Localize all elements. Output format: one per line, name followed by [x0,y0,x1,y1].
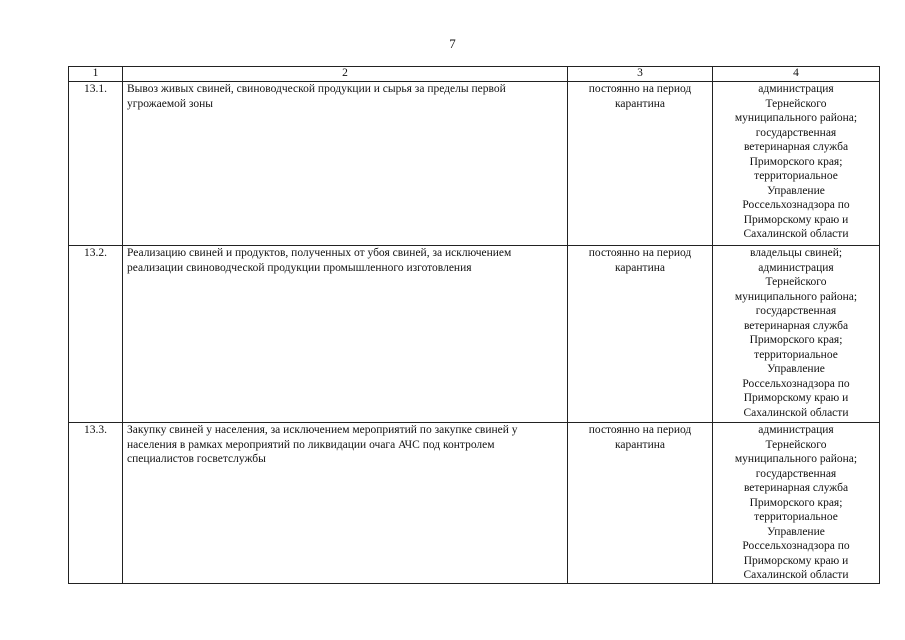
row-number: 13.3. [69,423,123,584]
table-row [69,423,880,584]
responsible-line: Управление [767,363,825,375]
responsible-line: территориальное [754,511,838,523]
responsible-line: Приморского края; [749,334,843,346]
responsible-line: ветеринарная служба [743,141,849,153]
row-term: постоянно на период карантина [568,246,713,423]
responsible-line: ветеринарная служба [743,319,849,332]
responsible-line: Россельхознадзора по [742,377,850,390]
responsible-line: Россельхознадзора по [742,199,850,211]
table-row [69,82,880,246]
responsible-line: Приморскому краю и [743,392,849,404]
responsible-line: государственная [755,126,837,139]
row-responsible [713,246,880,423]
header-cell-4: 4 [713,67,880,82]
responsible-line: администрация [758,83,834,95]
responsible-line: Сахалинской области [743,569,849,581]
responsible-line: территориальное [754,348,838,361]
responsible-line: Россельхознадзора по [742,540,850,552]
row-responsible [713,82,880,246]
responsible-line: администрация [758,424,834,436]
responsible-line: Сахалинской области [743,228,849,240]
responsible-line: Приморского края; [749,155,843,168]
row-number: 13.2. [69,246,123,423]
responsible-line: администрация [758,261,834,274]
responsible-line: ветеринарная служба [743,482,849,494]
responsible-line: Управление [767,525,825,538]
responsible-line: Приморскому краю и [743,554,849,567]
responsible-line: Сахалинской области [743,406,849,419]
header-cell-2: 2 [123,67,568,82]
responsible-line: государственная [755,305,837,317]
row-responsible [713,423,880,584]
row-action: Закупку свиней у населения, за исключением мероприятий по закупке свиней у населения в рамках мероприятий по ликвидации очага АЧС под контролем специалистов госветслужбы [123,423,568,584]
responsible-line: Приморскому краю и [743,213,849,226]
responsible-line: государственная [755,467,837,480]
row-action: Вывоз живых свиней, свиноводческой продукции и сырья за пределы первой угрожаемой зоны [123,82,568,246]
header-cell-3: 3 [568,67,713,82]
responsible-line: владельцы свиней; [749,247,843,259]
responsible-line: муниципального района; [734,453,858,465]
responsible-line: Приморского края; [749,496,843,509]
responsible-line: территориальное [754,170,838,182]
table-row [69,246,880,423]
responsible-line: Управление [767,184,825,197]
responsible-line: Тернейского [765,97,827,110]
row-number: 13.1. [69,82,123,246]
table-header-row [69,67,880,82]
responsible-line: Тернейского [765,438,827,451]
measures-table [68,66,880,584]
responsible-line: Тернейского [765,276,827,288]
row-action: Реализацию свиней и продуктов, полученных от убоя свиней, за исключением реализации свиноводческой продукции промышленного изготовления [123,246,568,423]
responsible-line: муниципального района; [734,112,858,124]
page-number: 7 [449,36,456,51]
row-term: постоянно на период карантина [568,82,713,246]
header-cell-1: 1 [69,67,123,82]
row-term: постоянно на период карантина [568,423,713,584]
responsible-line: муниципального района; [734,290,858,303]
